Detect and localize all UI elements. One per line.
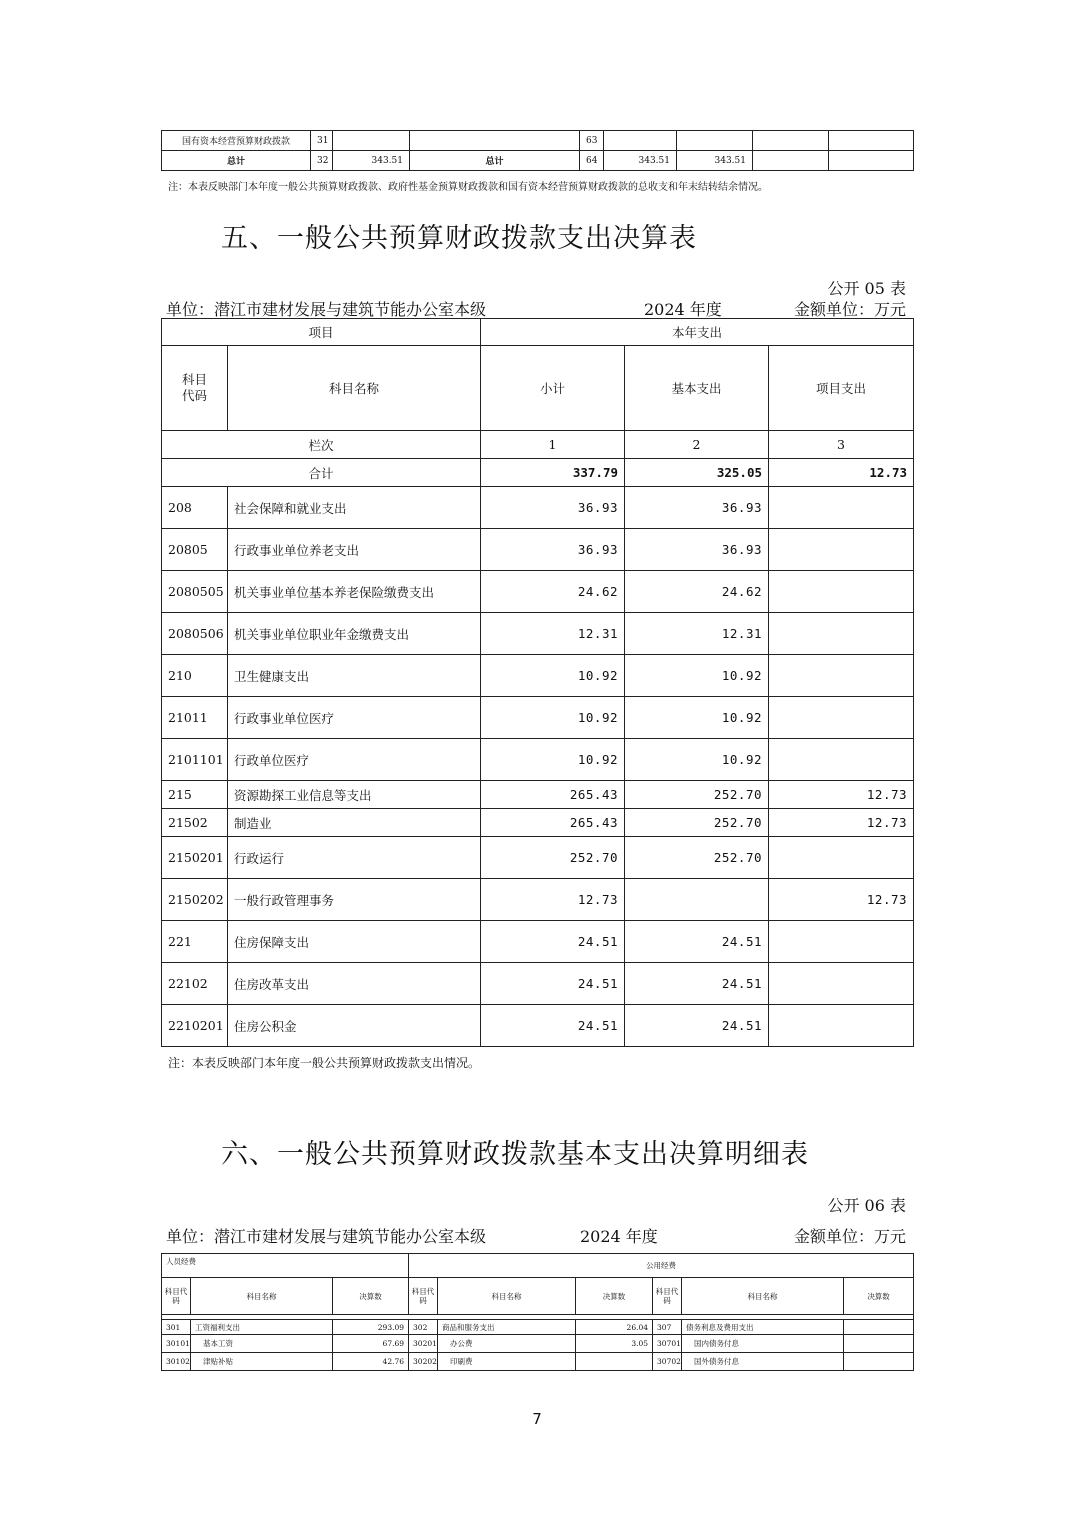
- row-basic: 24.51: [625, 963, 769, 1005]
- row-project: [769, 963, 914, 1005]
- row-subtotal: 265.43: [481, 809, 625, 837]
- page-number: 7: [532, 1410, 542, 1428]
- row-name: 机关事业单位职业年金缴费支出: [228, 613, 481, 655]
- table-row: [162, 1005, 914, 1047]
- row-right-number: 64: [580, 151, 604, 171]
- table-row: [162, 613, 914, 655]
- row-code: 30701: [653, 1335, 682, 1353]
- row-basic: 36.93: [625, 529, 769, 571]
- row-amount: [844, 1353, 914, 1371]
- section6-year: 2024 年度: [580, 1227, 658, 1246]
- row-right-label: [410, 131, 580, 151]
- col-amount: 决算数: [576, 1278, 653, 1315]
- table-row: [162, 1335, 914, 1353]
- row-project: [769, 487, 914, 529]
- row-code: 208: [162, 487, 228, 529]
- col-amount: 决算数: [844, 1278, 914, 1315]
- col-subtotal: 小计: [481, 346, 625, 431]
- row-right-amount: 343.51: [677, 151, 753, 171]
- row-subtotal: 24.51: [481, 921, 625, 963]
- order-label: 栏次: [162, 431, 481, 459]
- row-project: [769, 697, 914, 739]
- row-subtotal: 24.51: [481, 1005, 625, 1047]
- row-code: 302: [409, 1320, 438, 1335]
- row-basic: 10.92: [625, 697, 769, 739]
- table-header-row: [162, 346, 914, 431]
- table-row: [162, 571, 914, 613]
- row-project: 12.73: [769, 879, 914, 921]
- row-code: 2080505: [162, 571, 228, 613]
- row-amount: [844, 1335, 914, 1353]
- col-code: 科目代码: [409, 1278, 438, 1315]
- table-row: [162, 1320, 914, 1335]
- row-code: 2101101: [162, 739, 228, 781]
- table-row: [162, 655, 914, 697]
- row-code: 20805: [162, 529, 228, 571]
- header-item: 项目: [162, 319, 481, 346]
- row-name: 印刷费: [438, 1353, 576, 1371]
- row-name: 住房公积金: [228, 1005, 481, 1047]
- row-subtotal: 10.92: [481, 739, 625, 781]
- row-code: 30101: [162, 1335, 191, 1353]
- section5-note: 注：本表反映部门本年度一般公共预算财政拨款支出情况。: [168, 1056, 481, 1070]
- col-code: 科目代码: [162, 1278, 191, 1315]
- row-name: 住房改革支出: [228, 963, 481, 1005]
- row-code: 215: [162, 781, 228, 809]
- section5-title: 五、一般公共预算财政拨款支出决算表: [221, 223, 697, 254]
- row-name: 工资福利支出: [191, 1320, 333, 1335]
- row-name: 行政单位医疗: [228, 739, 481, 781]
- row-basic: 10.92: [625, 655, 769, 697]
- table-row: [162, 963, 914, 1005]
- row-basic: 24.62: [625, 571, 769, 613]
- row-code: 307: [653, 1320, 682, 1335]
- row-amount: [576, 1353, 653, 1371]
- row-project: [769, 837, 914, 879]
- col-name: 科目名称: [228, 346, 481, 431]
- row-amount: 26.04: [576, 1320, 653, 1335]
- row-subtotal: 10.92: [481, 697, 625, 739]
- table-header-row: [162, 1278, 914, 1315]
- basic-expense-detail-table-06: [161, 1253, 914, 1371]
- table-row: [162, 739, 914, 781]
- row-basic: 252.70: [625, 837, 769, 879]
- row-amount: 42.76: [333, 1353, 409, 1371]
- top-summary-table: [161, 130, 914, 171]
- table-row: [162, 529, 914, 571]
- row-amount: 67.69: [333, 1335, 409, 1353]
- table-row: [162, 809, 914, 837]
- order-2: 2: [625, 431, 769, 459]
- total-label: 合计: [162, 459, 481, 487]
- row-code: 21502: [162, 809, 228, 837]
- row-code: 30201: [409, 1335, 438, 1353]
- row-name: 住房保障支出: [228, 921, 481, 963]
- expenditure-table-05: [161, 318, 914, 1047]
- row-right-label: 总计: [410, 151, 580, 171]
- col-code: 科目代码: [162, 346, 228, 431]
- top-note: 注：本表反映部门本年度一般公共预算财政拨款、政府性基金预算财政拨款和国有资本经营预算财政拨款的总收支和年末结转结余情况。: [168, 182, 768, 193]
- row-code: 2150201: [162, 837, 228, 879]
- section6-table-number: 公开 06 表: [827, 1196, 906, 1215]
- row-subtotal: 265.43: [481, 781, 625, 809]
- table-row: [162, 837, 914, 879]
- row-code: 221: [162, 921, 228, 963]
- table-row: [162, 151, 914, 171]
- row-project: 12.73: [769, 781, 914, 809]
- section6-unit: 单位：潜江市建材发展与建筑节能办公室本级: [166, 1227, 487, 1246]
- row-label: 总计: [162, 151, 311, 171]
- total-basic: 325.05: [625, 459, 769, 487]
- row-name: 机关事业单位基本养老保险缴费支出: [228, 571, 481, 613]
- row-project: [769, 921, 914, 963]
- row-subtotal: 10.92: [481, 655, 625, 697]
- row-project: [769, 739, 914, 781]
- row-code: 2150202: [162, 879, 228, 921]
- order-3: 3: [769, 431, 914, 459]
- section5-amount-unit: 金额单位：万元: [793, 300, 906, 319]
- row-basic: 252.70: [625, 781, 769, 809]
- row-code: 21011: [162, 697, 228, 739]
- row-code: 2080506: [162, 613, 228, 655]
- table-header-row: [162, 319, 914, 346]
- row-subtotal: 24.62: [481, 571, 625, 613]
- col-project: 项目支出: [769, 346, 914, 431]
- col-name: 科目名称: [682, 1278, 844, 1315]
- row-name: 行政事业单位医疗: [228, 697, 481, 739]
- row-project: [769, 529, 914, 571]
- row-name: 商品和服务支出: [438, 1320, 576, 1335]
- row-name: 国外债务付息: [682, 1353, 844, 1371]
- row-basic: 12.31: [625, 613, 769, 655]
- row-basic: 24.51: [625, 921, 769, 963]
- order-row: [162, 431, 914, 459]
- row-code: 301: [162, 1320, 191, 1335]
- section6-amount-unit: 金额单位：万元: [793, 1227, 906, 1246]
- col-basic: 基本支出: [625, 346, 769, 431]
- row-name: 资源勘探工业信息等支出: [228, 781, 481, 809]
- table-row: [162, 131, 914, 151]
- row-basic: 36.93: [625, 487, 769, 529]
- col-name: 科目名称: [191, 1278, 333, 1315]
- row-name: 行政事业单位养老支出: [228, 529, 481, 571]
- table-row: [162, 697, 914, 739]
- row-project: [769, 571, 914, 613]
- row-code: 30702: [653, 1353, 682, 1371]
- row-name: 卫生健康支出: [228, 655, 481, 697]
- col-amount: 决算数: [333, 1278, 409, 1315]
- table-row: [162, 921, 914, 963]
- row-basic: 252.70: [625, 809, 769, 837]
- row-code: 2210201: [162, 1005, 228, 1047]
- section6-title: 六、一般公共预算财政拨款基本支出决算明细表: [221, 1139, 809, 1170]
- total-subtotal: 337.79: [481, 459, 625, 487]
- order-1: 1: [481, 431, 625, 459]
- row-project: [769, 655, 914, 697]
- row-right-number: 63: [580, 131, 604, 151]
- table-row: [162, 487, 914, 529]
- row-amount: [333, 131, 410, 151]
- section5-unit: 单位：潜江市建材发展与建筑节能办公室本级: [166, 300, 487, 319]
- row-number: 31: [311, 131, 333, 151]
- table-row: [162, 781, 914, 809]
- row-code: 30202: [409, 1353, 438, 1371]
- section5-year: 2024 年度: [644, 300, 722, 319]
- header-expense: 本年支出: [481, 319, 914, 346]
- col-code: 科目代码: [653, 1278, 682, 1315]
- row-basic: 10.92: [625, 739, 769, 781]
- row-basic: 24.51: [625, 1005, 769, 1047]
- row-subtotal: 252.70: [481, 837, 625, 879]
- row-subtotal: 12.31: [481, 613, 625, 655]
- row-name: 行政运行: [228, 837, 481, 879]
- row-name: 债务利息及费用支出: [682, 1320, 844, 1335]
- total-project: 12.73: [769, 459, 914, 487]
- row-subtotal: 36.93: [481, 529, 625, 571]
- row-code: 22102: [162, 963, 228, 1005]
- row-right-amount: 343.51: [604, 151, 677, 171]
- col-name: 科目名称: [438, 1278, 576, 1315]
- row-basic: [625, 879, 769, 921]
- row-project: [769, 613, 914, 655]
- section5-table-number: 公开 05 表: [827, 279, 906, 298]
- row-name: 津贴补贴: [191, 1353, 333, 1371]
- row-amount: 343.51: [333, 151, 410, 171]
- total-row: [162, 459, 914, 487]
- row-amount: [844, 1320, 914, 1335]
- row-name: 基本工资: [191, 1335, 333, 1353]
- row-name: 制造业: [228, 809, 481, 837]
- row-label: 国有资本经营预算财政拨款: [162, 131, 311, 151]
- row-project: 12.73: [769, 809, 914, 837]
- row-subtotal: 12.73: [481, 879, 625, 921]
- row-code: 30102: [162, 1353, 191, 1371]
- row-name: 一般行政管理事务: [228, 879, 481, 921]
- row-project: [769, 1005, 914, 1047]
- row-name: 办公费: [438, 1335, 576, 1353]
- table-header-row: [162, 1254, 914, 1278]
- row-amount: 3.05: [576, 1335, 653, 1353]
- public-header: 公用经费: [409, 1254, 914, 1278]
- row-name: 国内债务付息: [682, 1335, 844, 1353]
- personnel-header: 人员经费: [162, 1254, 409, 1278]
- row-code: 210: [162, 655, 228, 697]
- row-number: 32: [311, 151, 333, 171]
- row-subtotal: 36.93: [481, 487, 625, 529]
- row-name: 社会保障和就业支出: [228, 487, 481, 529]
- row-subtotal: 24.51: [481, 963, 625, 1005]
- table-row: [162, 879, 914, 921]
- table-row: [162, 1353, 914, 1371]
- row-amount: 293.09: [333, 1320, 409, 1335]
